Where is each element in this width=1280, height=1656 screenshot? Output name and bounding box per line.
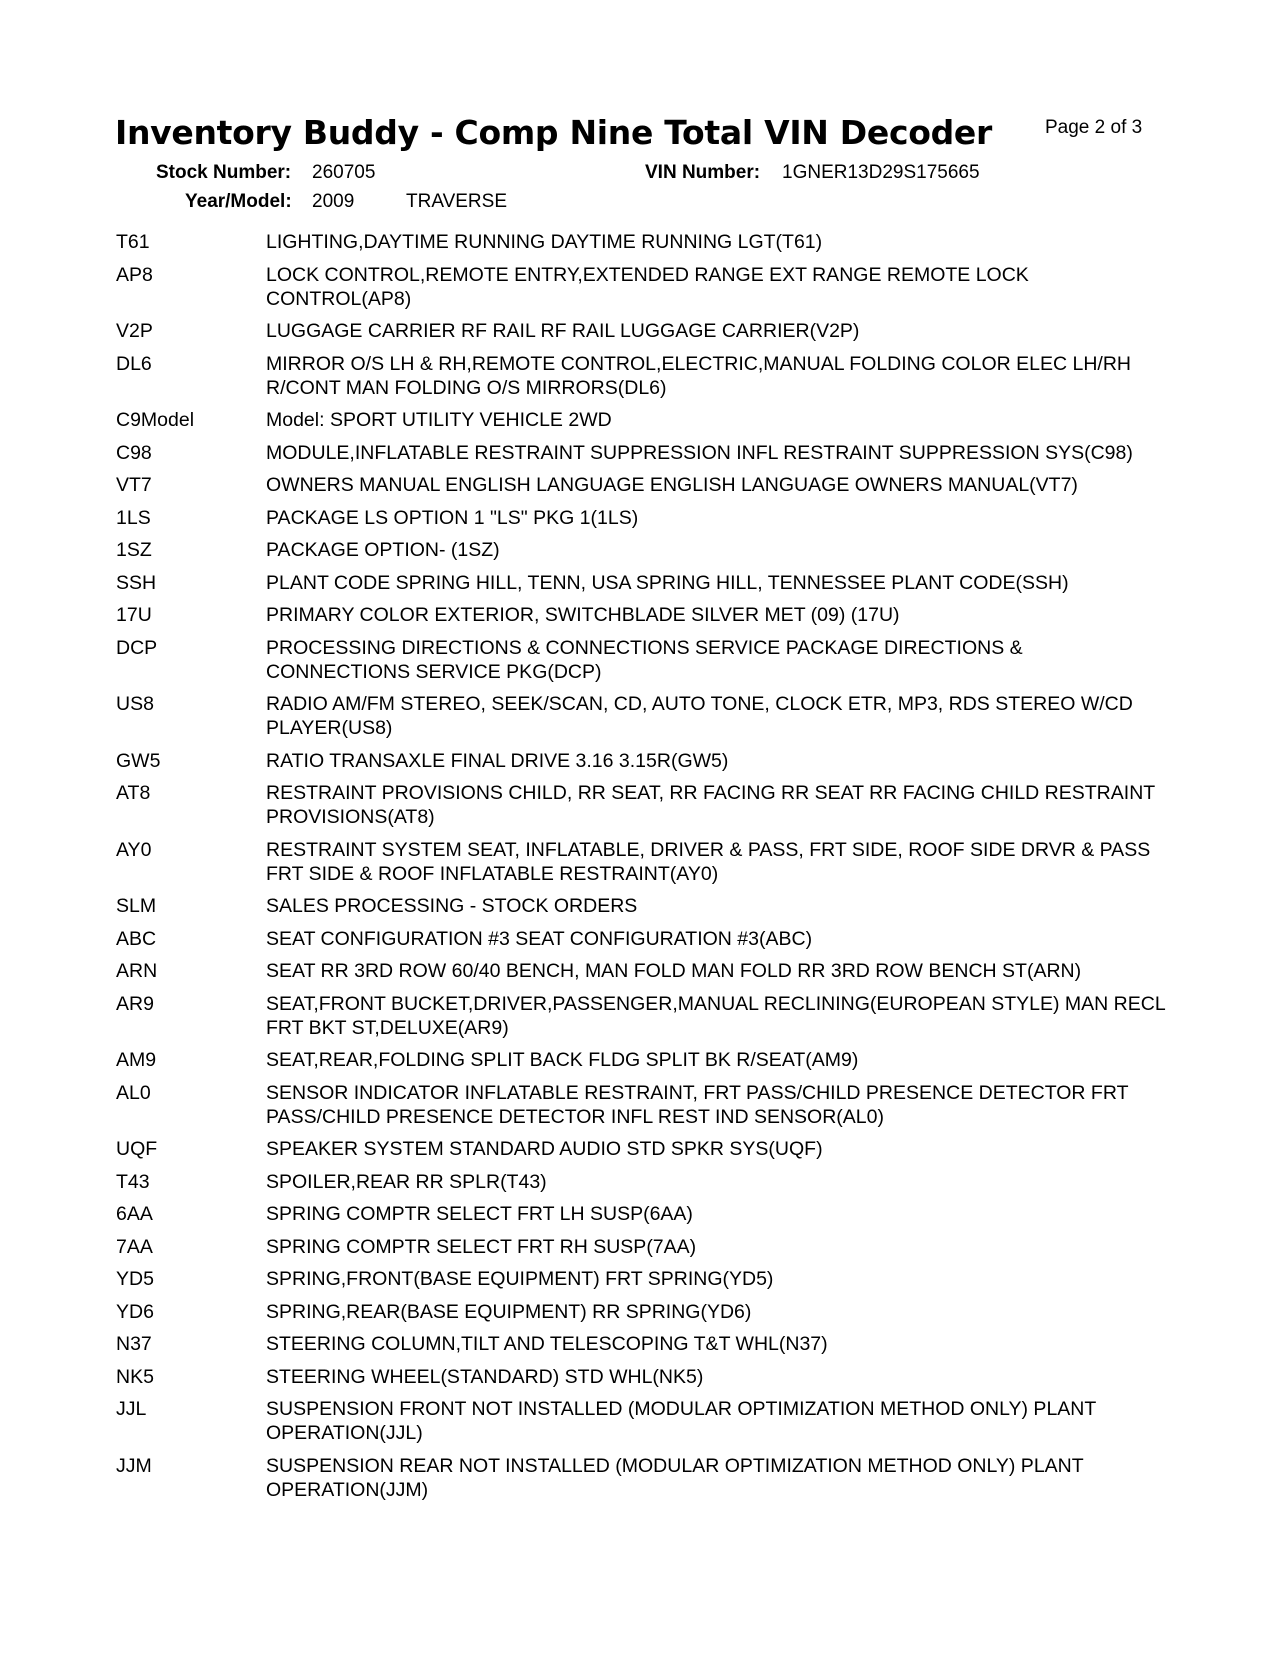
- option-code: AY0: [116, 838, 152, 861]
- option-row: [116, 1332, 1171, 1356]
- option-row: [116, 1137, 1171, 1161]
- option-row: [116, 571, 1171, 595]
- option-code: AP8: [116, 263, 153, 286]
- option-code: ARN: [116, 960, 158, 982]
- option-row: [116, 473, 1171, 497]
- option-code: UQF: [116, 1138, 158, 1160]
- stock-number-value: 260705: [312, 162, 376, 183]
- page-title: Inventory Buddy - Comp Nine Total VIN Decoder: [115, 113, 992, 152]
- model-value: TRAVERSE: [406, 191, 508, 212]
- year-model-label: [185, 191, 292, 213]
- option-row: [116, 1081, 1171, 1129]
- option-row: [116, 927, 1171, 951]
- option-description: SUSPENSION REAR NOT INSTALLED (MODULAR OPTIMIZATION METHOD ONLY) PLANT OPERATION(JJM): [266, 1454, 1084, 1501]
- option-row: [116, 352, 1171, 400]
- option-code: YD6: [116, 1300, 154, 1323]
- option-row: [116, 538, 1171, 562]
- option-row: [116, 838, 1171, 886]
- option-row: [116, 1365, 1171, 1389]
- option-code: N37: [116, 1333, 152, 1355]
- option-code: T61: [116, 231, 150, 253]
- option-row: [116, 959, 1171, 983]
- option-code: GW5: [116, 749, 161, 772]
- option-description: PLANT CODE SPRING HILL, TENN, USA SPRING HILL, TENNESSEE PLANT CODE(SSH): [266, 571, 1069, 594]
- option-code: YD5: [116, 1268, 154, 1290]
- year-model-label-text: Year/Model:: [185, 191, 292, 212]
- option-description: SPRING COMPTR SELECT FRT LH SUSP(6AA): [266, 1203, 693, 1225]
- stock-number-label-text: Stock Number:: [156, 162, 292, 183]
- option-row: [116, 992, 1171, 1040]
- option-code: 1SZ: [116, 539, 152, 561]
- option-code: C9Model: [116, 409, 195, 431]
- option-code: AL0: [116, 1081, 151, 1104]
- option-description: RATIO TRANSAXLE FINAL DRIVE 3.16 3.15R(GW5): [266, 749, 729, 772]
- option-row: [116, 1300, 1171, 1324]
- option-code: C98: [116, 441, 152, 464]
- option-description: STEERING WHEEL(STANDARD) STD WHL(NK5): [266, 1365, 704, 1388]
- option-row: [116, 1048, 1171, 1072]
- option-row: [116, 636, 1171, 684]
- option-row: [116, 1202, 1171, 1226]
- option-description: SENSOR INDICATOR INFLATABLE RESTRAINT, FRT PASS/CHILD PRESENCE DETECTOR FRT PASS/CHILD PRESENCE DETECTOR INFL REST IND SENSOR(AL0): [266, 1081, 1129, 1128]
- option-code: 17U: [116, 604, 152, 626]
- option-row: [116, 1267, 1171, 1291]
- option-row: [116, 1170, 1171, 1194]
- option-description: Model: SPORT UTILITY VEHICLE 2WD: [266, 409, 612, 431]
- year-value: 2009: [312, 191, 355, 212]
- page-number: Page 2 of 3: [1045, 117, 1143, 138]
- option-description: SEAT CONFIGURATION #3 SEAT CONFIGURATION #3(ABC): [266, 927, 813, 950]
- option-code: SSH: [116, 571, 157, 594]
- option-row: [116, 1235, 1171, 1259]
- option-description: PROCESSING DIRECTIONS & CONNECTIONS SERVICE PACKAGE DIRECTIONS & CONNECTIONS SERVICE PKG(DCP): [266, 636, 1023, 683]
- option-row: [116, 749, 1171, 773]
- option-description: SEAT,REAR,FOLDING SPLIT BACK FLDG SPLIT BK R/SEAT(AM9): [266, 1049, 859, 1071]
- option-row: [116, 506, 1171, 530]
- option-description: OWNERS MANUAL ENGLISH LANGUAGE ENGLISH LANGUAGE OWNERS MANUAL(VT7): [266, 474, 1078, 496]
- option-description: RESTRAINT SYSTEM SEAT, INFLATABLE, DRIVER & PASS, FRT SIDE, ROOF SIDE DRVR & PASS FRT SIDE & ROOF INFLATABLE RESTRAINT(AY0): [266, 838, 1151, 885]
- option-code: DCP: [116, 636, 158, 659]
- option-code: JJM: [116, 1454, 152, 1477]
- option-description: RADIO AM/FM STEREO, SEEK/SCAN, CD, AUTO TONE, CLOCK ETR, MP3, RDS STEREO W/CD PLAYER(US8): [266, 693, 1133, 739]
- option-description: PRIMARY COLOR EXTERIOR, SWITCHBLADE SILVER MET (09) (17U): [266, 604, 900, 626]
- vin-number-label: [645, 162, 760, 184]
- option-row: [116, 319, 1171, 343]
- option-row: [116, 1454, 1171, 1502]
- option-description: MIRROR O/S LH & RH,REMOTE CONTROL,ELECTRIC,MANUAL FOLDING COLOR ELEC LH/RH R/CONT MAN FOLDING O/S MIRRORS(DL6): [266, 352, 1131, 399]
- option-code: US8: [116, 693, 154, 715]
- option-description: LUGGAGE CARRIER RF RAIL RF RAIL LUGGAGE CARRIER(V2P): [266, 320, 860, 342]
- option-row: [116, 781, 1171, 829]
- vin-number-value: 1GNER13D29S175665: [782, 162, 980, 183]
- option-description: STEERING COLUMN,TILT AND TELESCOPING T&T WHL(N37): [266, 1333, 828, 1355]
- option-description: LOCK CONTROL,REMOTE ENTRY,EXTENDED RANGE EXT RANGE REMOTE LOCK CONTROL(AP8): [266, 263, 1029, 310]
- option-description: SEAT RR 3RD ROW 60/40 BENCH, MAN FOLD MAN FOLD RR 3RD ROW BENCH ST(ARN): [266, 960, 1082, 982]
- option-description: SPEAKER SYSTEM STANDARD AUDIO STD SPKR SYS(UQF): [266, 1138, 823, 1160]
- option-code: VT7: [116, 474, 152, 496]
- option-description: PACKAGE OPTION- (1SZ): [266, 539, 500, 561]
- option-code: ABC: [116, 927, 157, 950]
- option-code: 1LS: [116, 506, 151, 529]
- option-code-list: [116, 230, 1171, 1510]
- option-description: PACKAGE LS OPTION 1 "LS" PKG 1(1LS): [266, 506, 639, 529]
- option-row: [116, 441, 1171, 465]
- option-description: SPRING,FRONT(BASE EQUIPMENT) FRT SPRING(YD5): [266, 1268, 774, 1290]
- option-code: NK5: [116, 1365, 154, 1388]
- option-code: JJL: [116, 1398, 147, 1420]
- option-row: [116, 603, 1171, 627]
- option-row: [116, 408, 1171, 432]
- option-description: RESTRAINT PROVISIONS CHILD, RR SEAT, RR FACING RR SEAT RR FACING CHILD RESTRAINT PROVISIONS(AT8): [266, 782, 1155, 828]
- option-row: [116, 263, 1171, 311]
- option-code: AM9: [116, 1049, 157, 1071]
- option-description: LIGHTING,DAYTIME RUNNING DAYTIME RUNNING LGT(T61): [266, 231, 823, 253]
- option-description: SALES PROCESSING - STOCK ORDERS: [266, 895, 638, 917]
- option-description: SPRING COMPTR SELECT FRT RH SUSP(7AA): [266, 1235, 697, 1258]
- option-description: SPRING,REAR(BASE EQUIPMENT) RR SPRING(YD6): [266, 1300, 752, 1323]
- vin-number-label-text: VIN Number:: [645, 162, 761, 183]
- stock-number-label: [156, 162, 291, 184]
- option-description: MODULE,INFLATABLE RESTRAINT SUPPRESSION INFL RESTRAINT SUPPRESSION SYS(C98): [266, 441, 1133, 464]
- option-code: T43: [116, 1170, 150, 1193]
- option-code: AT8: [116, 782, 151, 804]
- option-row: [116, 692, 1171, 740]
- option-description: SUSPENSION FRONT NOT INSTALLED (MODULAR OPTIMIZATION METHOD ONLY) PLANT OPERATION(JJL): [266, 1398, 1096, 1444]
- option-row: [116, 1397, 1171, 1445]
- option-row: [116, 230, 1171, 254]
- option-row: [116, 894, 1171, 918]
- option-code: V2P: [116, 320, 153, 342]
- option-description: SEAT,FRONT BUCKET,DRIVER,PASSENGER,MANUAL RECLINING(EUROPEAN STYLE) MAN RECL FRT BKT ST,DELUXE(AR9): [266, 992, 1165, 1039]
- option-code: 6AA: [116, 1203, 153, 1225]
- option-description: SPOILER,REAR RR SPLR(T43): [266, 1170, 547, 1193]
- option-code: SLM: [116, 895, 157, 917]
- option-code: AR9: [116, 992, 154, 1015]
- option-code: 7AA: [116, 1235, 153, 1258]
- option-code: DL6: [116, 352, 152, 375]
